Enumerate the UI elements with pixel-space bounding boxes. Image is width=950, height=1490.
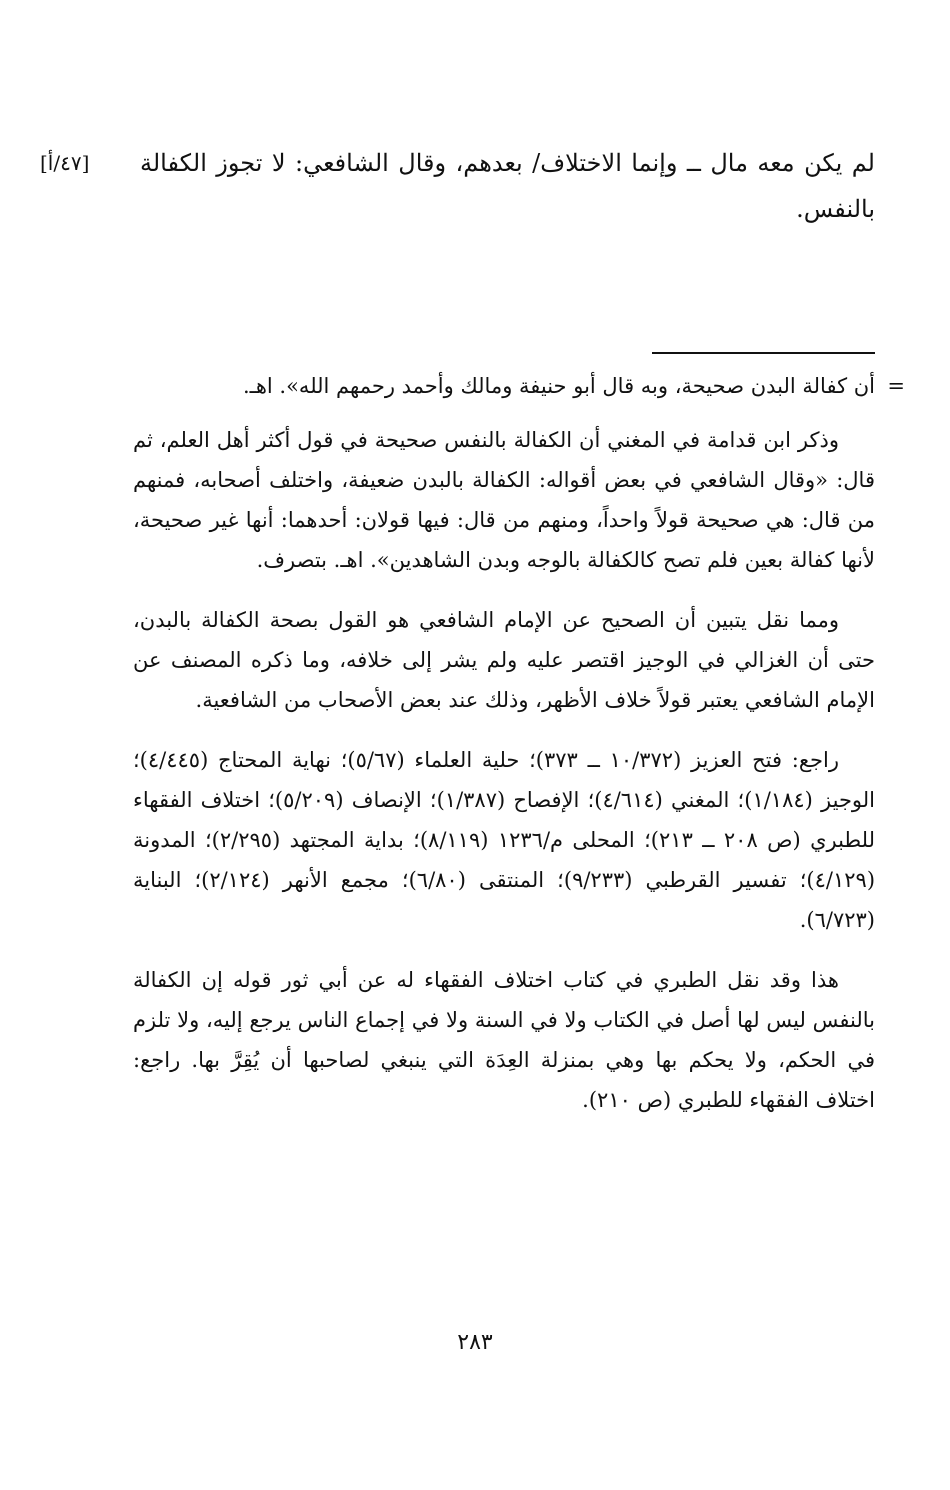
- footnote-paragraph-5: هذا وقد نقل الطبري في كتاب اختلاف الفقهاء له عن أبي ثور قوله إن الكفالة بالنفس ليس لها أصل في الكتاب ولا في السنة ولا في إجماع الناس يرجع إليه، ولا تلزم في الحكم، ولا يحكم بها وهي بمنزلة العِدَة التي ينبغي لصاحبها أن يُقِرَّ بها. راجع: اختلاف الفقهاء للطبري (ص ٢١٠).: [133, 968, 875, 1112]
- page-number: ٢٨٣: [457, 1330, 493, 1355]
- footnote-paragraph-1: أن كفالة البدن صحيحة، وبه قال أبو حنيفة ومالك وأحمد رحمهم الله». اهـ.: [243, 374, 875, 398]
- main-paragraph: لم يكن معه مال ــ وإنما الاختلاف/ بعدهم، وقال الشافعي: لا تجوز الكفالة بالنفس.: [140, 149, 875, 223]
- footnote-separator-line: [652, 352, 875, 354]
- manuscript-folio-reference: [٤٧/أ]: [40, 151, 90, 175]
- footnote-continuation-mark: =: [887, 374, 905, 398]
- footnote-paragraph-2: وذكر ابن قدامة في المغني أن الكفالة بالنفس صحيحة في قول أكثر أهل العلم، ثم قال: «وقال الشافعي في بعض أقواله: الكفالة بالبدن ضعيفة، واختلف أصحابه، فمنهم من قال: هي صحيحة قولاً واحداً، ومنهم من قال: فيها قولان: أحدهما: أنها غير صحيحة، لأنها كفالة بعين فلم تصح كالكفالة بالوجه وبدن الشاهدين». اهـ. بتصرف.: [133, 428, 875, 572]
- main-text-block: [140, 140, 875, 232]
- footnote-paragraph-3: ومما نقل يتبين أن الصحيح عن الإمام الشافعي هو القول بصحة الكفالة بالبدن، حتى أن الغزالي في الوجيز اقتصر عليه ولم يشر إلى خلافه، وما ذكره المصنف عن الإمام الشافعي يعتبر قولاً خلاف الأظهر، وذلك عند بعض الأصحاب من الشافعية.: [133, 608, 875, 712]
- footnotes-block: [133, 366, 905, 1140]
- footnote-paragraph-4: راجع: فتح العزيز (١٠/٣٧٢ ــ ٣٧٣)؛ حلية العلماء (٥/٦٧)؛ نهاية المحتاج (٤/٤٤٥)؛ الوجيز (١/١٨٤)؛ المغني (٤/٦١٤)؛ الإفصاح (١/٣٨٧)؛ الإنصاف (٥/٢٠٩)؛ اختلاف الفقهاء للطبري (ص ٢٠٨ ــ ٢١٣)؛ المحلى م/١٢٣٦ (٨/١١٩)؛ بداية المجتهد (٢/٢٩٥)؛ المدونة (٤/١٢٩)؛ تفسير القرطبي (٩/٢٣٣)؛ المنتقى (٦/٨٠)؛ مجمع الأنهر (٢/١٢٤)؛ البناية (٦/٧٢٣).: [133, 748, 876, 932]
